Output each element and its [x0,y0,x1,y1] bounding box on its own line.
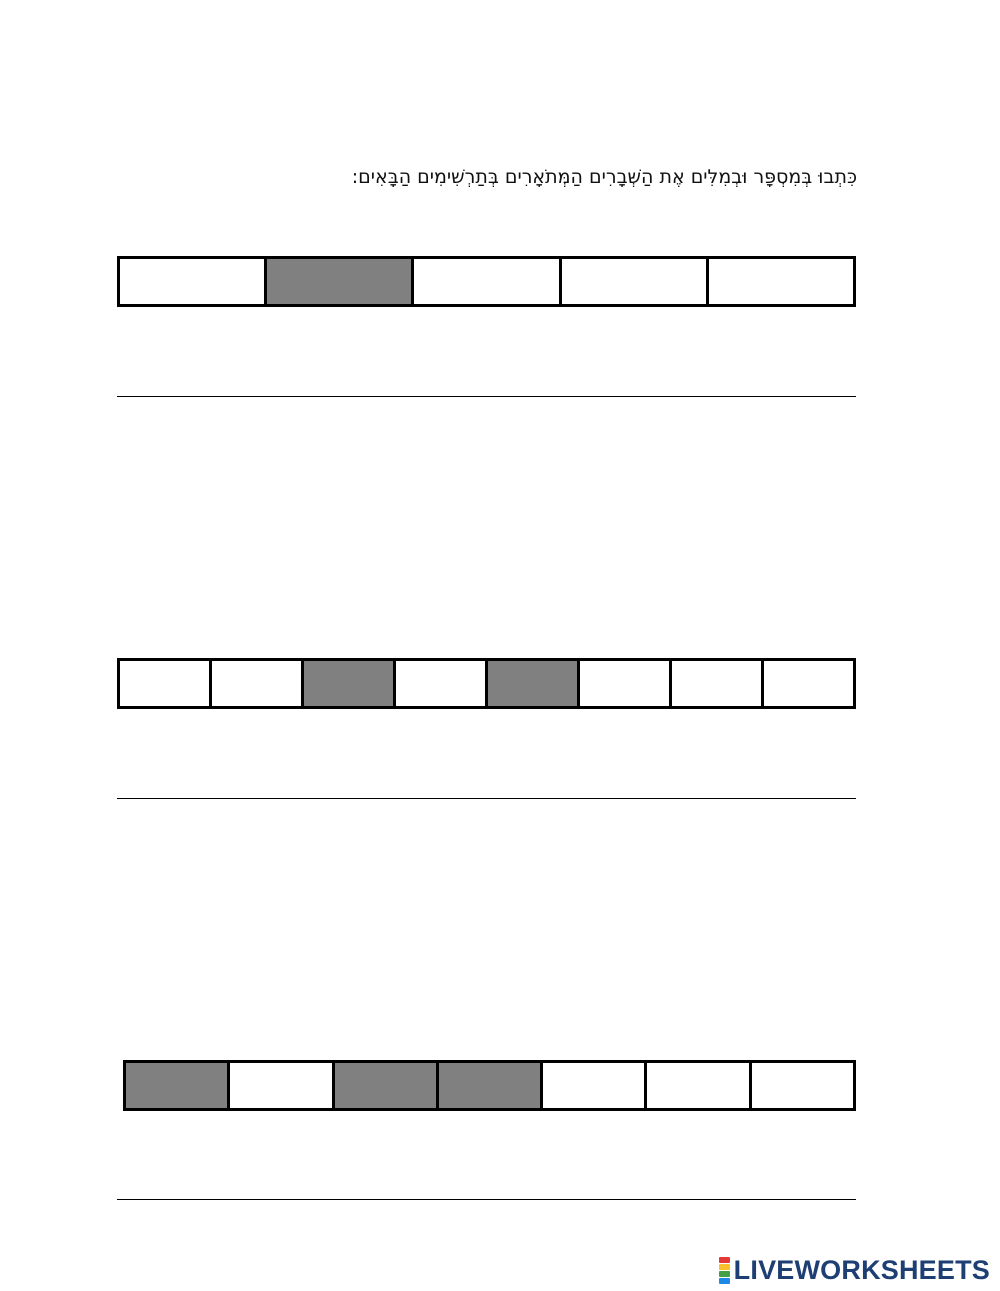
empty-cell [209,661,301,706]
shaded-cell [301,661,393,706]
empty-cell [411,259,558,304]
empty-cell [761,661,853,706]
empty-cell [120,661,209,706]
instruction-text: כִּתְבוּ בְּמִסְפָּר וּבְמִלִּים אֶת הַשְּׁבָרִים הַמְּתֹאָרִים בְּתַרְשִׁימִים הַבָּאִים: [351,166,857,188]
shaded-cell [436,1063,540,1108]
logo-text: LIVEWORKSHEETS [733,1255,990,1285]
shaded-cell [485,661,577,706]
logo-blocks-icon [719,1257,730,1284]
liveworksheets-logo [719,1255,990,1286]
empty-cell [577,661,669,706]
fraction-bar-3 [123,1060,856,1111]
shaded-cell [126,1063,227,1108]
logo-block [719,1271,730,1277]
empty-cell [706,259,853,304]
answer-line-1[interactable] [117,396,856,397]
shaded-cell [264,259,411,304]
fraction-bar-1 [117,256,856,307]
answer-line-2[interactable] [117,798,856,799]
empty-cell [559,259,706,304]
empty-cell [540,1063,644,1108]
logo-block [719,1264,730,1270]
empty-cell [393,661,485,706]
empty-cell [669,661,761,706]
shaded-cell [332,1063,436,1108]
fraction-bar-2 [117,658,856,709]
logo-block [719,1257,730,1263]
empty-cell [749,1063,853,1108]
empty-cell [644,1063,748,1108]
empty-cell [120,259,264,304]
logo-block [719,1278,730,1284]
answer-line-3[interactable] [117,1199,856,1200]
empty-cell [227,1063,331,1108]
